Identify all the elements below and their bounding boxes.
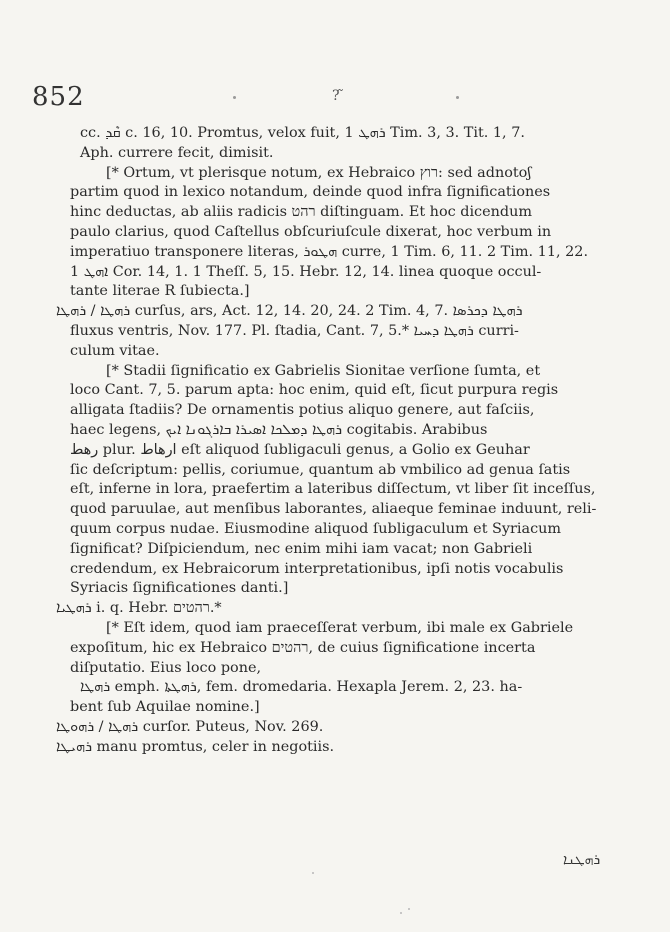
text-line: ܐܗܛ 1 Cor. 14, 1. 1 Theſſ. 5, 15. Hebr. 12, 14. linea quoque occul- <box>70 263 542 280</box>
text-line: Syriacis ſignificationes danti.] <box>70 580 289 597</box>
text-line: imperatiuo transponere literas, ܗܛܘܪ curre, 1 Tim. 6, 11. 2 Tim. 11, 22. <box>70 243 589 260</box>
text-line: paulo clarius, quod Caſtellus obſcuriuſcule dixerat, hoc verbum in <box>70 223 552 240</box>
text-line: hinc deductas, ab aliis radicis רהט diſtinguam. Et hoc dicendum <box>70 204 533 221</box>
text-line: credendum, ex Hebraicorum interpretationibus, ipſi notis vocabulis <box>70 560 564 577</box>
text-line: ܪܗܛܐ / ܪܗܘܛܐ curſor. Puteus, Nov. 269. <box>56 718 324 735</box>
paper-speck <box>408 908 410 910</box>
text-line: ܪܗܝܛܐ manu promtus, celer in negotiis. <box>56 738 335 755</box>
entry-text-block <box>56 124 635 758</box>
text-line: [* Stadii ſignificatio ex Gabrielis Sionitae verſione ſumta, et <box>106 362 541 379</box>
text-line: alligata ſtadiis? De ornamentis potius aliquo genere, aut faſciis, <box>70 402 535 419</box>
text-line: eſt, inferne in lora, praefertim a lateribus diſſectum, vt liber ſit inceſſus, <box>70 481 596 498</box>
text-line: [* Eſt idem, quod iam praeceſſerat verbum, ibi male ex Gabriele <box>106 619 574 636</box>
text-line: bent ſub Aquilae nomine.] <box>70 699 260 716</box>
paper-speck <box>400 912 402 914</box>
text-line: ܪܗܛܐ emph. ܪܗܛܬܐ, fem. dromedaria. Hexapla Jerem. 2, 23. ha- <box>80 679 523 696</box>
text-line: ܪܗܛܝܐ i. q. Hebr. רהטים.* <box>56 600 222 617</box>
text-line: [* Ortum, vt plerisque notum, ex Hebraico רוץ: sed adnotoʃ <box>106 164 532 181</box>
text-line: ܪܗܛܐ / ܪܗܛܐ curſus, ars, Act. 12, 14. 20, 24. 2 Tim. 4, 7. ܪܗܛܐ ܕܟܪܣܐ <box>56 303 523 320</box>
text-line: partim quod in lexico notandum, deinde quod infra ſignificationes <box>70 184 551 201</box>
text-line: tante literae R ſubiecta.] <box>70 283 250 300</box>
text-line: ſignificat? Diſpiciendum, nec enim mihi iam vacat; non Gabrieli <box>70 540 533 557</box>
text-line: Aph. currere fecit, dimisit. <box>80 144 274 161</box>
text-line: cc. ܩܶܕ c. 16, 10. Promtus, velox fuit, ܪܗܛ 1 Tim. 3, 3. Tit. 1, 7. <box>80 125 525 141</box>
header-mark: ? ̃ <box>332 88 344 104</box>
text-line: culum vitae. <box>70 342 160 359</box>
text-line: ſic deſcriptum: pellis, coriumue, quantum ab vmbilico ad genua ſatis <box>70 461 571 478</box>
text-line: haec legens, ܪܗܛܐ ܕܡܠܟܐ ܐܣܝܪܐ ܒܐܪܓܘܢܐ ܐܝܟ cogitabis. Arabibus <box>70 421 488 438</box>
ink-dot <box>233 96 236 99</box>
text-line: expoſitum, hic ex Hebraico רהטים, de cuius ſignificatione incerta <box>70 639 536 656</box>
catchword: ܪܗܛܢܐ <box>563 852 601 868</box>
ink-dot <box>456 96 459 99</box>
text-line: رهط plur. ارهاط eſt aliquod ſubligaculi genus, a Golio ex Geuhar <box>70 441 530 458</box>
text-line: fluxus ventris, Nov. 177. Pl. ſtadia, Cant. 7, 5.* ܪܗܛܐ ܕܚܝܐ curri- <box>70 322 519 339</box>
text-line: loco Cant. 7, 5. parum apta: hoc enim, quid eſt, ſicut purpura regis <box>70 382 559 399</box>
text-line: quod paruulae, aut menſibus laborantes, aliaeque feminae induunt, reli- <box>70 501 597 518</box>
text-line: quum corpus nudae. Eiusmodine aliquod ſubligaculum et Syriacum <box>70 520 562 537</box>
page-number: 852 <box>32 82 85 112</box>
text-line: diſputatio. Eius loco pone, <box>70 659 262 676</box>
paper-speck <box>312 872 314 874</box>
